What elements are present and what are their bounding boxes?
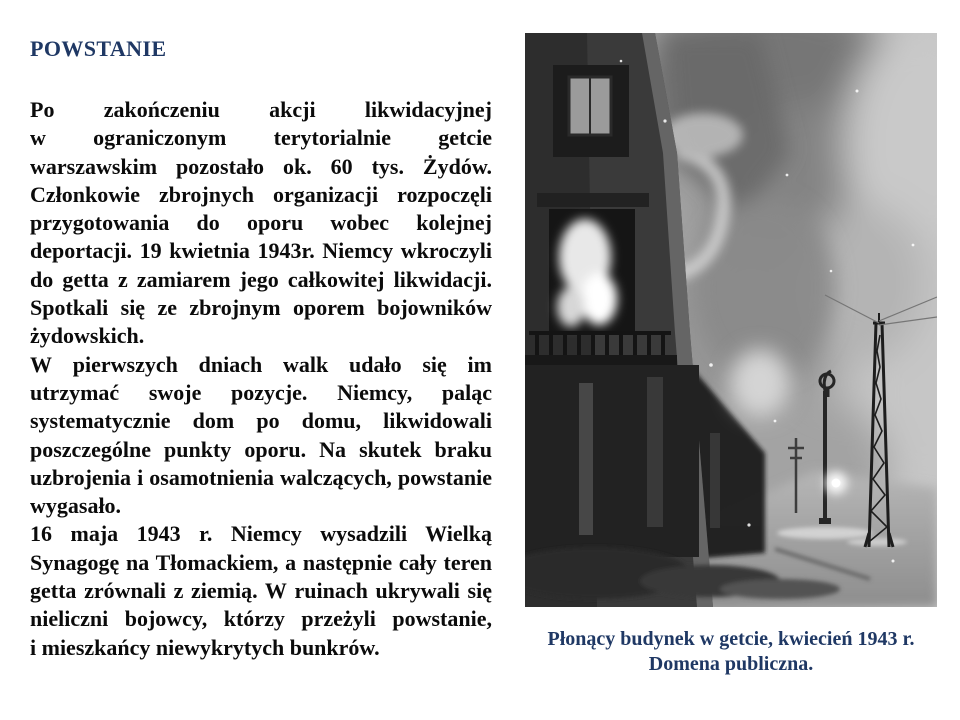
text-column bbox=[30, 36, 492, 662]
photo-illustration bbox=[525, 33, 937, 607]
paragraph-uprising-start: Po zakończeniu akcji likwidacyjnej w ograniczonym terytorialnie getcie warszawskim pozostało ok. 60 tys. Żydów. Członkowie zbrojnych organizacji rozpoczęli przygotowania do oporu wobec kolejnej deportacji. 19 kwietnia 1943r. Niemcy wkroczyli do getta z zamiarem jego całkowitej likwidacji. Spotkali się ze zbrojnym oporem bojowników żydowskich. bbox=[30, 97, 492, 349]
photo-column bbox=[525, 33, 937, 677]
paragraph-fighting: W pierwszych dniach walk udało się im utrzymać swoje pozycje. Niemcy, paląc systematycznie dom po domu, likwidowali poszczególne punkty oporu. Na skutek braku uzbrojenia i osamotnienia walczących, powstanie wygasało. bbox=[30, 351, 492, 519]
slide-title: POWSTANIE bbox=[30, 36, 167, 61]
burning-building-photo bbox=[525, 33, 937, 607]
paragraph-aftermath: 16 maja 1943 r. Niemcy wysadzili Wielką Synagogę na Tłomackiem, a następnie cały teren getta zrównali z ziemią. W ruinach ukrywali się nieliczni bojowcy, którzy przeżyli powstanie, i mieszkańcy niewykrytych bunkrów. bbox=[30, 521, 492, 660]
caption-line-1: Płonący budynek w getcie, kwiecień 1943 r. bbox=[547, 628, 915, 650]
photo-caption bbox=[525, 627, 937, 677]
caption-line-2: Domena publiczna. bbox=[648, 653, 814, 675]
